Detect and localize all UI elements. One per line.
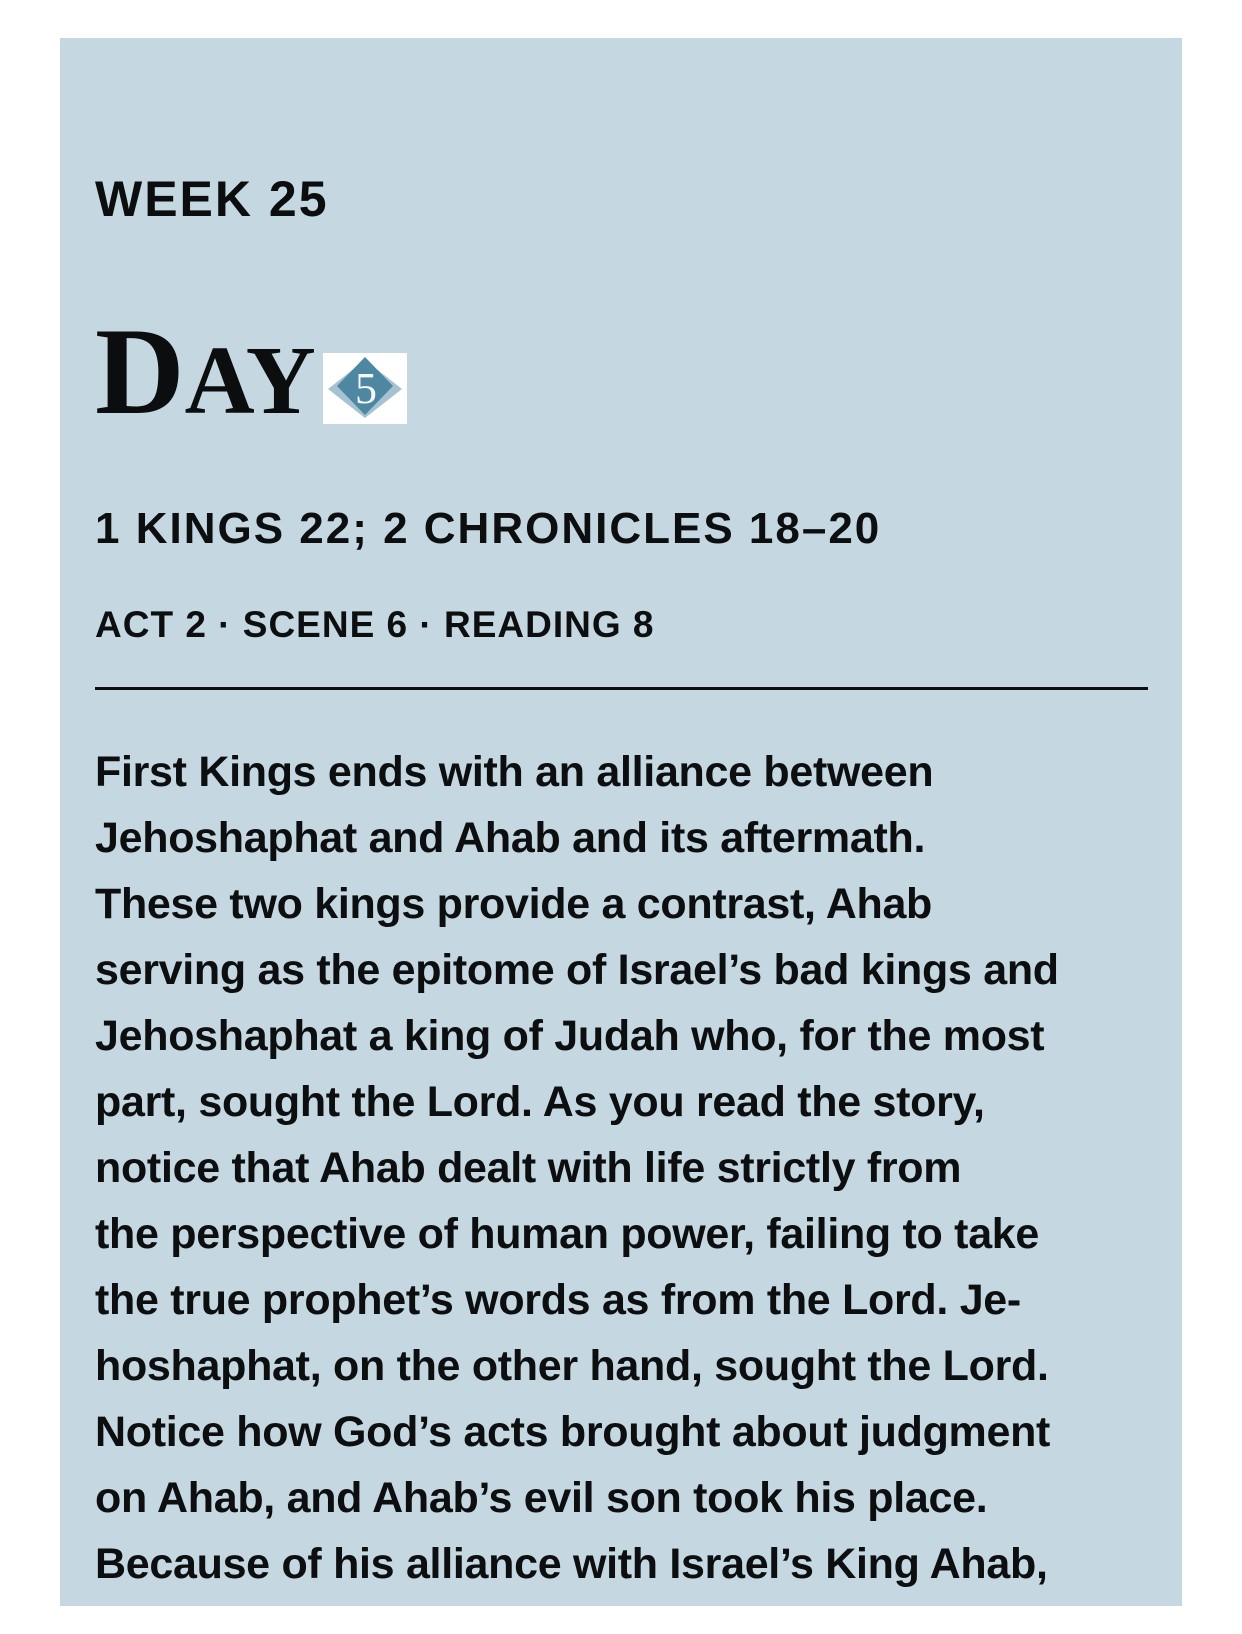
paragraph-line: These two kings provide a contrast, Ahab (95, 880, 933, 929)
day-number-diamond-icon (323, 353, 407, 424)
day-heading-row (95, 303, 1148, 440)
paragraph-line: part, sought the Lord. As you read the story, (95, 1078, 985, 1127)
paragraph-line: First Kings ends with an alliance between (95, 748, 934, 797)
day-reading-panel (60, 38, 1182, 1606)
divider-rule (95, 687, 1148, 690)
paragraph-line: Notice how God’s acts brought about judgment (95, 1408, 1051, 1457)
paragraph-line: hoshaphat, on the other hand, sought the Lord. (95, 1342, 1049, 1391)
paragraph-line: the true prophet’s words as from the Lord. Je- (95, 1276, 1021, 1325)
day-heading-rest: AY (184, 327, 316, 434)
passage-title: 1 KINGS 22; 2 CHRONICLES 18–20 (95, 504, 882, 553)
paragraph-line: serving as the epitome of Israel’s bad kings and (95, 946, 1059, 995)
paragraph-line: the perspective of human power, failing to take (95, 1210, 1040, 1259)
paragraph-line: Jehoshaphat and Ahab and its aftermath. (95, 814, 926, 863)
paragraph-line: notice that Ahab dealt with life strictly from (95, 1144, 962, 1193)
day-heading-initial: D (95, 303, 185, 440)
paragraph-line: Jehoshaphat a king of Judah who, for the most (95, 1012, 1045, 1061)
paragraph-line: Because of his alliance with Israel’s King Ahab, (95, 1540, 1048, 1589)
day-heading (95, 303, 316, 440)
act-scene-reading-label: ACT 2 · SCENE 6 · READING 8 (95, 603, 655, 645)
day-number: 5 (354, 364, 377, 413)
body-paragraph (95, 739, 1148, 1597)
week-heading: WEEK 25 (95, 171, 329, 227)
panel-content (60, 171, 1182, 1597)
paragraph-line: on Ahab, and Ahab’s evil son took his place. (95, 1474, 988, 1523)
